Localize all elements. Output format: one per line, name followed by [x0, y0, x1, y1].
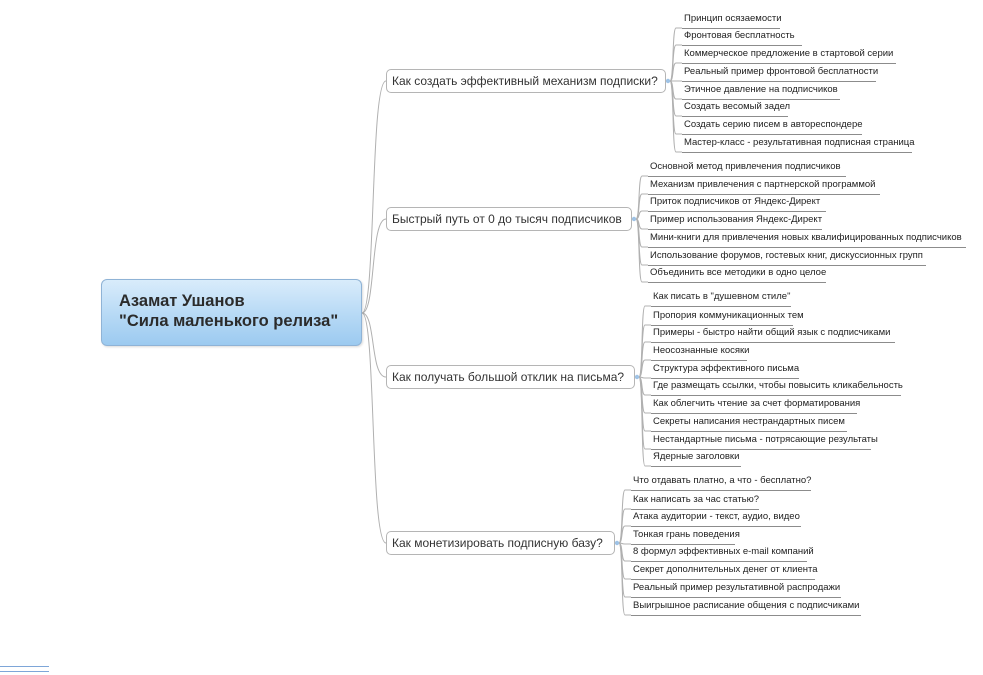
branch-subscription-mechanism[interactable]: Как создать эффективный механизм подписки?	[386, 69, 666, 93]
leaf-connector	[639, 377, 651, 378]
leaf-topic[interactable]: Коммерческое предложение в стартовой серии	[682, 47, 896, 64]
leaf-topic[interactable]: Реальный пример фронтовой бесплатности	[682, 65, 876, 82]
branch-connector	[362, 313, 386, 377]
leaf-topic[interactable]: Мастер-класс - результативная подписная страница	[682, 136, 912, 153]
horizontal-scrollbar[interactable]	[0, 666, 49, 672]
leaf-topic[interactable]: 8 формул эффективных e-mail компаний	[631, 545, 807, 562]
leaf-topic[interactable]: Где размещать ссылки, чтобы повысить кликабельность	[651, 379, 901, 396]
leaf-topic[interactable]: Объединить все методики в одно целое	[648, 266, 826, 283]
leaf-topic[interactable]: Создать весомый задел	[682, 100, 788, 117]
leaf-topic[interactable]: Этичное давление на подписчиков	[682, 83, 840, 100]
leaf-connector	[636, 219, 648, 282]
collapse-dot-icon[interactable]	[666, 79, 670, 83]
leaf-topic[interactable]: Фронтовая бесплатность	[682, 29, 802, 46]
leaf-topic[interactable]: Секреты написания нестрандартных писем	[651, 415, 847, 432]
leaf-topic[interactable]: Секрет дополнительных денег от клиента	[631, 563, 815, 580]
central-topic[interactable]: Азамат Ушанов "Сила маленького релиза"	[101, 279, 362, 346]
leaf-topic[interactable]: Неосознанные косяки	[651, 344, 747, 361]
leaf-connector	[636, 176, 648, 219]
collapse-dot-icon[interactable]	[615, 541, 619, 545]
leaf-topic[interactable]: Как облегчить чтение за счет форматирования	[651, 397, 857, 414]
leaf-topic[interactable]: Тонкая грань поведения	[631, 528, 735, 545]
branch-email-response[interactable]: Как получать большой отклик на письма?	[386, 365, 635, 389]
collapse-dot-icon[interactable]	[632, 217, 636, 221]
leaf-topic[interactable]: Атака аудитории - текст, аудио, видео	[631, 510, 801, 527]
collapse-dot-icon[interactable]	[635, 375, 639, 379]
leaf-topic[interactable]: Пропория коммуникационных тем	[651, 309, 793, 326]
leaf-topic[interactable]: Структура эффективного письма	[651, 362, 799, 379]
branch-monetization[interactable]: Как монетизировать подписную базу?	[386, 531, 615, 555]
leaf-topic[interactable]: Примеры - быстро найти общий язык с подписчиками	[651, 326, 895, 343]
leaf-connector	[619, 490, 631, 543]
branch-connector	[362, 81, 386, 313]
leaf-topic[interactable]: Нестандартные письма - потрясающие результаты	[651, 433, 871, 450]
leaf-topic[interactable]: Как писать в "душевном стиле"	[651, 290, 791, 307]
leaf-topic[interactable]: Приток подписчиков от Яндекс-Директ	[648, 195, 826, 212]
leaf-topic[interactable]: Выигрышное расписание общения с подписчиками	[631, 599, 861, 616]
leaf-topic[interactable]: Как написать за час статью?	[631, 493, 759, 510]
leaf-connector	[619, 543, 631, 544]
leaf-topic[interactable]: Основной метод привлечения подписчиков	[648, 160, 846, 177]
leaf-topic[interactable]: Ядерные заголовки	[651, 450, 741, 467]
leaf-topic[interactable]: Пример использования Яндекс-Директ	[648, 213, 822, 230]
leaf-topic[interactable]: Что отдавать платно, а что - бесплатно?	[631, 474, 811, 491]
leaf-connector	[636, 194, 648, 219]
leaf-topic[interactable]: Использование форумов, гостевых книг, дискуссионных групп	[648, 249, 926, 266]
leaf-topic[interactable]: Принцип осязаемости	[682, 12, 780, 29]
branch-connector	[362, 219, 386, 313]
branch-fast-growth[interactable]: Быстрый путь от 0 до тысяч подписчиков	[386, 207, 632, 231]
leaf-connector	[639, 377, 651, 466]
leaf-topic[interactable]: Механизм привлечения с партнерской программой	[648, 178, 880, 195]
leaf-topic[interactable]: Мини-книги для привлечения новых квалифицированных подписчиков	[648, 231, 966, 248]
leaf-topic[interactable]: Реальный пример результативной распродажи	[631, 581, 841, 598]
leaf-topic[interactable]: Создать серию писем в автореспондере	[682, 118, 862, 135]
